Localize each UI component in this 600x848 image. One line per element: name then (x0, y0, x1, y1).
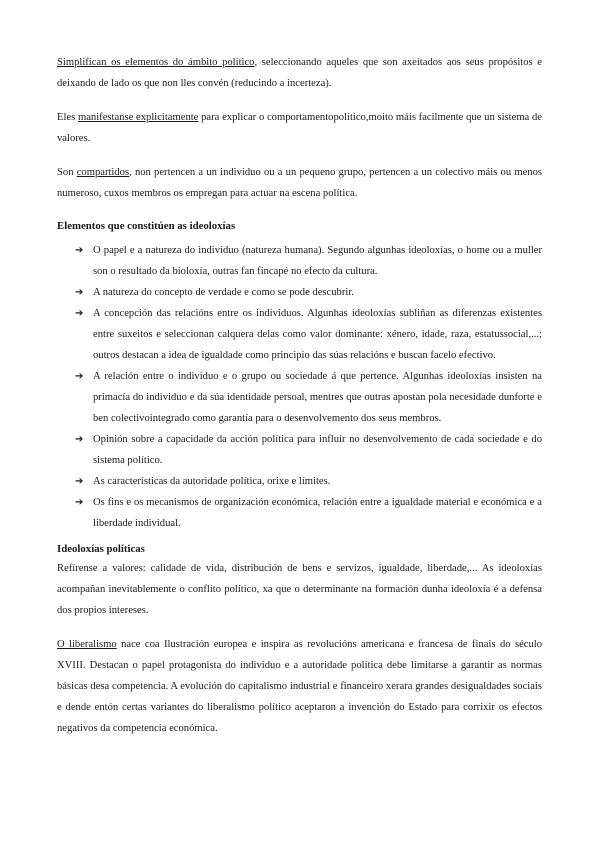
paragraph-values: Refírense a valores: calidade de vida, distribución de bens e servizos, igualdade, liberdade,... As ideoloxías acompañan inevitablemente o conflito político, xa que o determinante na formación dunha ideoloxía é a defensa dos propios intereses. (57, 563, 542, 616)
document-page (57, 52, 542, 752)
list-item (75, 366, 542, 429)
arrow-icon: ➔ (75, 371, 84, 382)
list-item-text: As características da autoridade política, orixe e límites. (93, 476, 331, 487)
list-item-text: A relación entre o individuo e o grupo ou sociedade á que pertence. Algunhas ideoloxías insisten na primacía do individuo e da súa identidade persoal, mentres que outras apostan pola necesidade dunforte e ben colectivointegrado como garantía para o desenvolvemento dos seus membros. (93, 371, 542, 424)
paragraph-text: , seleccionando aqueles que son axeitados aos seus propósitos e deixando de lado os que non lles convén (reducindo a incerteza). (57, 57, 542, 89)
list-item (75, 471, 542, 492)
paragraph-simplify (57, 52, 542, 94)
arrow-icon: ➔ (75, 245, 84, 256)
section-heading-ideologies: Ideoloxías políticas (57, 543, 145, 555)
arrow-icon: ➔ (75, 308, 84, 319)
underlined-phrase: manifestanse explicitamente (77, 112, 199, 123)
underlined-phrase: compartidos (76, 167, 130, 178)
paragraph-explicit (57, 107, 542, 149)
list-item (75, 429, 542, 471)
list-item (75, 492, 542, 534)
list-item-text: Os fins e os mecanismos de organización económica, relación entre a igualdade material e económica e a liberdade individual. (93, 497, 542, 529)
elements-list (57, 240, 542, 534)
list-item-text: O papel e a natureza do individuo (natureza humana). Segundo algunhas ideoloxías, o home ou a muller son o resultado da bioloxía, outras fan fincapé no efecto da cultura. (93, 245, 542, 277)
paragraph-text: , non pertencen a un individuo ou a un pequeno grupo, pertencen a un colectivo máis ou menos numeroso, cuxos membros os empregan para actuar na escena política. (57, 167, 542, 199)
list-item-text: Opinión sobre a capacidade da acción política para influír no desenvolvemento de cada sociedade e do sistema político. (93, 434, 542, 466)
section-heading-elements: Elementos que constitúen as ideoloxías (57, 220, 236, 232)
paragraph-prefix: Eles (57, 112, 78, 123)
arrow-icon: ➔ (75, 434, 84, 445)
paragraph-prefix: Son (57, 167, 77, 178)
list-item (75, 240, 542, 282)
list-item (75, 282, 542, 303)
paragraph-text: para explicar o comportamentopolítico,moito máis facilmente que un sistema de valores. (57, 112, 542, 144)
list-item-text: A natureza do concepto de verdade e como se pode descubrir. (93, 287, 354, 298)
list-item-text: A concepción das relacións entre os individuos. Algunhas ideoloxías subliñan as diferenzas existentes entre suxeitos e seleccionan calquera delas como valor dominante: xénero, idade, raza, estatussocial,...; outros destacan a idea de igualdade como principio das súas relacións e buscan facelo efectivo. (93, 308, 542, 361)
arrow-icon: ➔ (75, 287, 84, 298)
list-item (75, 303, 542, 366)
arrow-icon: ➔ (75, 476, 84, 487)
underlined-phrase: Simplifican os elementos do ámbito político (57, 57, 255, 68)
section-political-ideologies (57, 540, 542, 739)
arrow-icon: ➔ (75, 497, 84, 508)
paragraph-shared (57, 162, 542, 204)
paragraph-liberalism (57, 634, 542, 739)
paragraph-text: nace coa Ilustración europea e inspira as revolucións americana e francesa de finais do século XVIII. Destacan o papel protagonista do individuo e a autoridade política debe limitarse a garantir as normas básicas desa competencia. A evolución do capitalismo industrial e financeiro xerara grandes desigualdades sociais e dende entón certas variantes do liberalismo político aceptaron a invención do Estado para corrixir os efectos negativos da competencia económica. (57, 639, 543, 734)
underlined-phrase: O liberalismo (57, 639, 117, 650)
